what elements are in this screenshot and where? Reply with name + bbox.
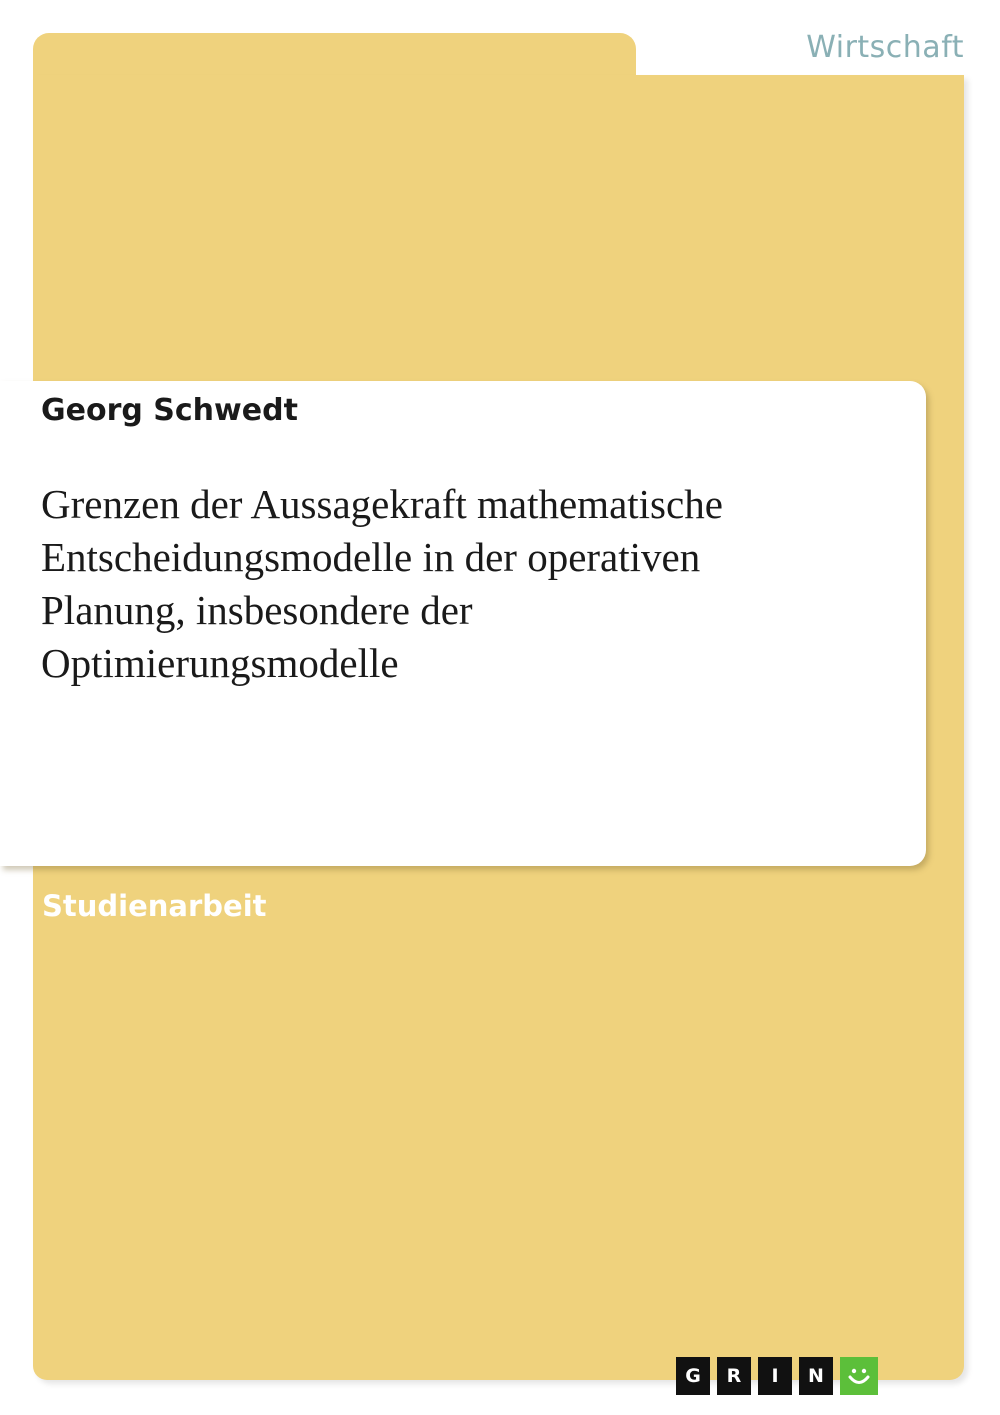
logo-letter: G — [676, 1357, 710, 1395]
document-type-label: Studienarbeit — [42, 889, 267, 923]
title-line: Planung, insbesondere der — [41, 587, 473, 633]
book-title — [41, 478, 901, 690]
logo-letter: I — [758, 1357, 792, 1395]
logo-letter: R — [717, 1357, 751, 1395]
title-line: Grenzen der Aussagekraft mathematische — [41, 481, 723, 527]
logo-letter: N — [799, 1357, 833, 1395]
category-label: Wirtschaft — [806, 30, 964, 65]
title-line: Entscheidungsmodelle in der operativen — [41, 534, 701, 580]
author-name: Georg Schwedt — [41, 393, 298, 428]
smiley-icon — [840, 1357, 878, 1395]
title-line: Optimierungsmodelle — [41, 640, 399, 686]
grin-logo — [676, 1357, 878, 1395]
